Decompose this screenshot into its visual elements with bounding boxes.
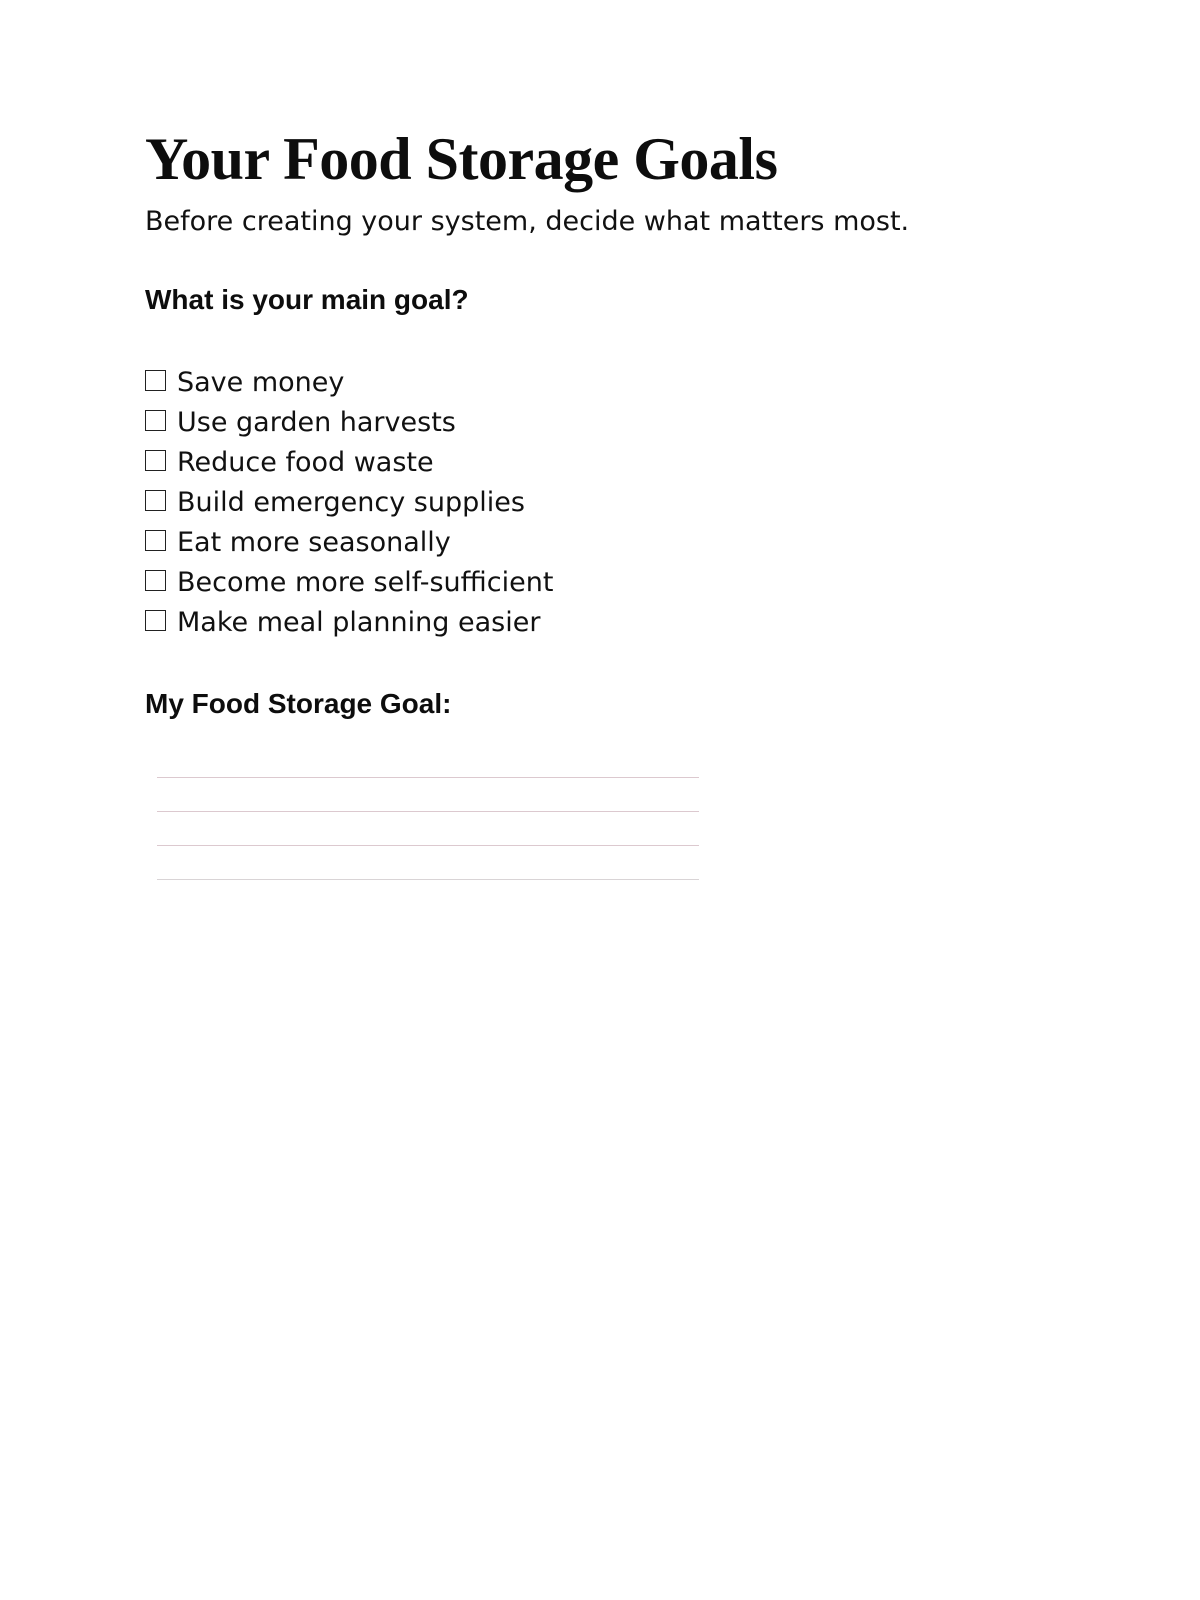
goal-option-save-money[interactable] (145, 362, 1045, 402)
goal-options-list (145, 362, 1045, 642)
writing-line[interactable] (157, 846, 699, 880)
page-subtitle: Before creating your system, decide what matters most. (145, 206, 910, 237)
goal-option-label: Make meal planning easier (177, 606, 541, 638)
writing-line[interactable] (157, 812, 699, 846)
goal-option-label: Eat more seasonally (177, 526, 451, 558)
goal-option-label: Build emergency supplies (177, 486, 525, 518)
goal-option-easier-meal-planning[interactable] (145, 602, 1045, 642)
my-goal-heading: My Food Storage Goal: (145, 688, 452, 719)
goal-option-label: Save money (177, 366, 345, 398)
goal-option-become-self-sufficient[interactable] (145, 562, 1045, 602)
page-title: Your Food Storage Goals (145, 126, 778, 192)
writing-line[interactable] (157, 744, 699, 778)
goal-option-label: Use garden harvests (177, 406, 456, 438)
checkbox-icon[interactable] (145, 450, 166, 471)
writing-line[interactable] (157, 778, 699, 812)
goal-option-use-garden-harvests[interactable] (145, 402, 1045, 442)
goal-option-eat-more-seasonally[interactable] (145, 522, 1045, 562)
checkbox-icon[interactable] (145, 370, 166, 391)
goal-option-build-emergency-supplies[interactable] (145, 482, 1045, 522)
checkbox-icon[interactable] (145, 610, 166, 631)
goal-option-label: Become more self-sufficient (177, 566, 554, 598)
question-heading: What is your main goal? (145, 284, 469, 315)
checkbox-icon[interactable] (145, 570, 166, 591)
checkbox-icon[interactable] (145, 410, 166, 431)
worksheet-page (145, 122, 1045, 880)
goal-option-label: Reduce food waste (177, 446, 434, 478)
checkbox-icon[interactable] (145, 490, 166, 511)
checkbox-icon[interactable] (145, 530, 166, 551)
goal-option-reduce-food-waste[interactable] (145, 442, 1045, 482)
goal-writing-area (157, 744, 699, 880)
